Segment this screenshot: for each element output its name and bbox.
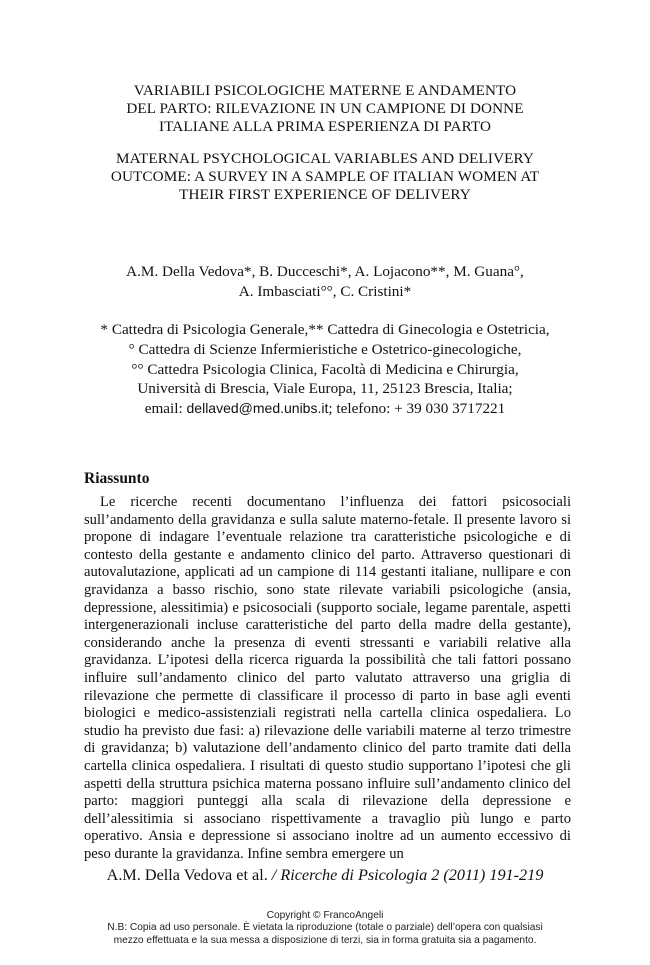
title-en-line-3: THEIR FIRST EXPERIENCE OF DELIVERY — [179, 186, 471, 203]
affiliation-line-2: ° Cattedra di Scienze Infermieristiche e Ostetrico-ginecologiche, — [128, 340, 522, 358]
contact-line — [60, 399, 590, 419]
email-link[interactable]: dellaved@med.unibs.it — [186, 400, 329, 417]
affiliation-line-1: * Cattedra di Psicologia Generale,** Cattedra di Ginecologia e Ostetricia, — [100, 321, 550, 338]
affiliation-line-3: °° Cattedra Psicologia Clinica, Facoltà di Medicina e Chirurgia, — [131, 360, 519, 378]
affiliation-line-4: Università di Brescia, Viale Europa, 11, 25123 Brescia, Italia; — [137, 380, 513, 398]
author-list — [60, 262, 590, 301]
phone-text: ; telefono: + 39 030 3717221 — [328, 400, 506, 418]
title-en-line-2: OUTCOME: A SURVEY IN A SAMPLE OF ITALIAN WOMEN AT — [110, 168, 540, 185]
title-it-line-1: VARIABILI PSICOLOGICHE MATERNE E ANDAMENTO — [133, 82, 517, 99]
abstract-heading: Riassunto — [84, 470, 150, 487]
authors-line-1: A.M. Della Vedova*, B. Ducceschi*, A. Lojacono**, M. Guana°, — [126, 263, 524, 280]
article-title — [60, 82, 590, 204]
citation-footer — [60, 866, 590, 885]
copyright-line-2: N.B: Copia ad uso personale. È vietata la riproduzione (totale o parziale) dell’opera con qualsiasi — [107, 922, 543, 934]
citation-authors: A.M. Della Vedova et al. — [106, 866, 272, 884]
authors-line-2: A. Imbasciati°°, C. Cristini* — [238, 282, 412, 300]
title-it-line-3: ITALIANE ALLA PRIMA ESPERIENZA DI PARTO — [158, 118, 492, 135]
copyright-line-1: Copyright © FrancoAngeli — [266, 910, 384, 921]
abstract-text: Le ricerche recenti documentano l’influenza dei fattori psicosociali sull’andamento della gravidanza e sulla salute materno-fetale. Il presente lavoro si propone di indagare l’eventuale relazione tra caratteristiche psicologiche e di contesto della gestante e andamento clinico del parto. Attraverso questionari di autovalutazione, applicati ad un campione di 114 gestanti italiane, nullipare e con gravidanza a basso rischio, sono state rilevate variabili psicologiche (ansia, depressione, alessitimia) e psicosociali (supporto sociale, legame parentale, aspetti intergenerazionali incluse caratteristiche del parto della madre della gestante), considerando anche la presenza di eventi stressanti e variabili relative alla gravidanza. L’ipotesi della ricerca riguarda la possibilità che tali fattori possano influire sull’andamento clinico del parto valutato attraverso una griglia di rilevazione che permette di classificare il processo di parto in base agli eventi biologici e medico-assistenziali registrati nella cartella clinica ospedaliera. Lo studio ha previsto due fasi: a) rilevazione delle variabili materne al terzo trimestre di gravidanza; b) valutazione dell’andamento clinico del parto tramite dati della cartella clinica ospedaliera. I risultati di questo studio supportano l’ipotesi che gli aspetti della struttura psichica materna possano influire sull’andamento clinico del parto: maggiori punteggi alla scala di rilevazione della depressione e dell’alessitimia si associano rispettivamente a travaglio più lungo e parto operativo. Ansia e depressione si associano inoltre ad un aumento eccessivo di peso durante la gravidanza. Infine sembra emergere un — [84, 494, 571, 862]
affiliations — [60, 320, 590, 419]
title-en-line-1: MATERNAL PSYCHOLOGICAL VARIABLES AND DELIVERY — [116, 150, 534, 167]
email-label: email: — [144, 400, 187, 418]
copyright-notice — [40, 910, 610, 947]
citation-journal: / Ricerche di Psicologia 2 (2011) 191-219 — [271, 866, 544, 884]
title-it-line-2: DEL PARTO: RILEVAZIONE IN UN CAMPIONE DI DONNE — [126, 100, 524, 117]
copyright-line-3: mezzo effettuata e la sua messa a disposizione di terzi, sia in forma gratuita sia a pagamento. — [113, 934, 537, 946]
